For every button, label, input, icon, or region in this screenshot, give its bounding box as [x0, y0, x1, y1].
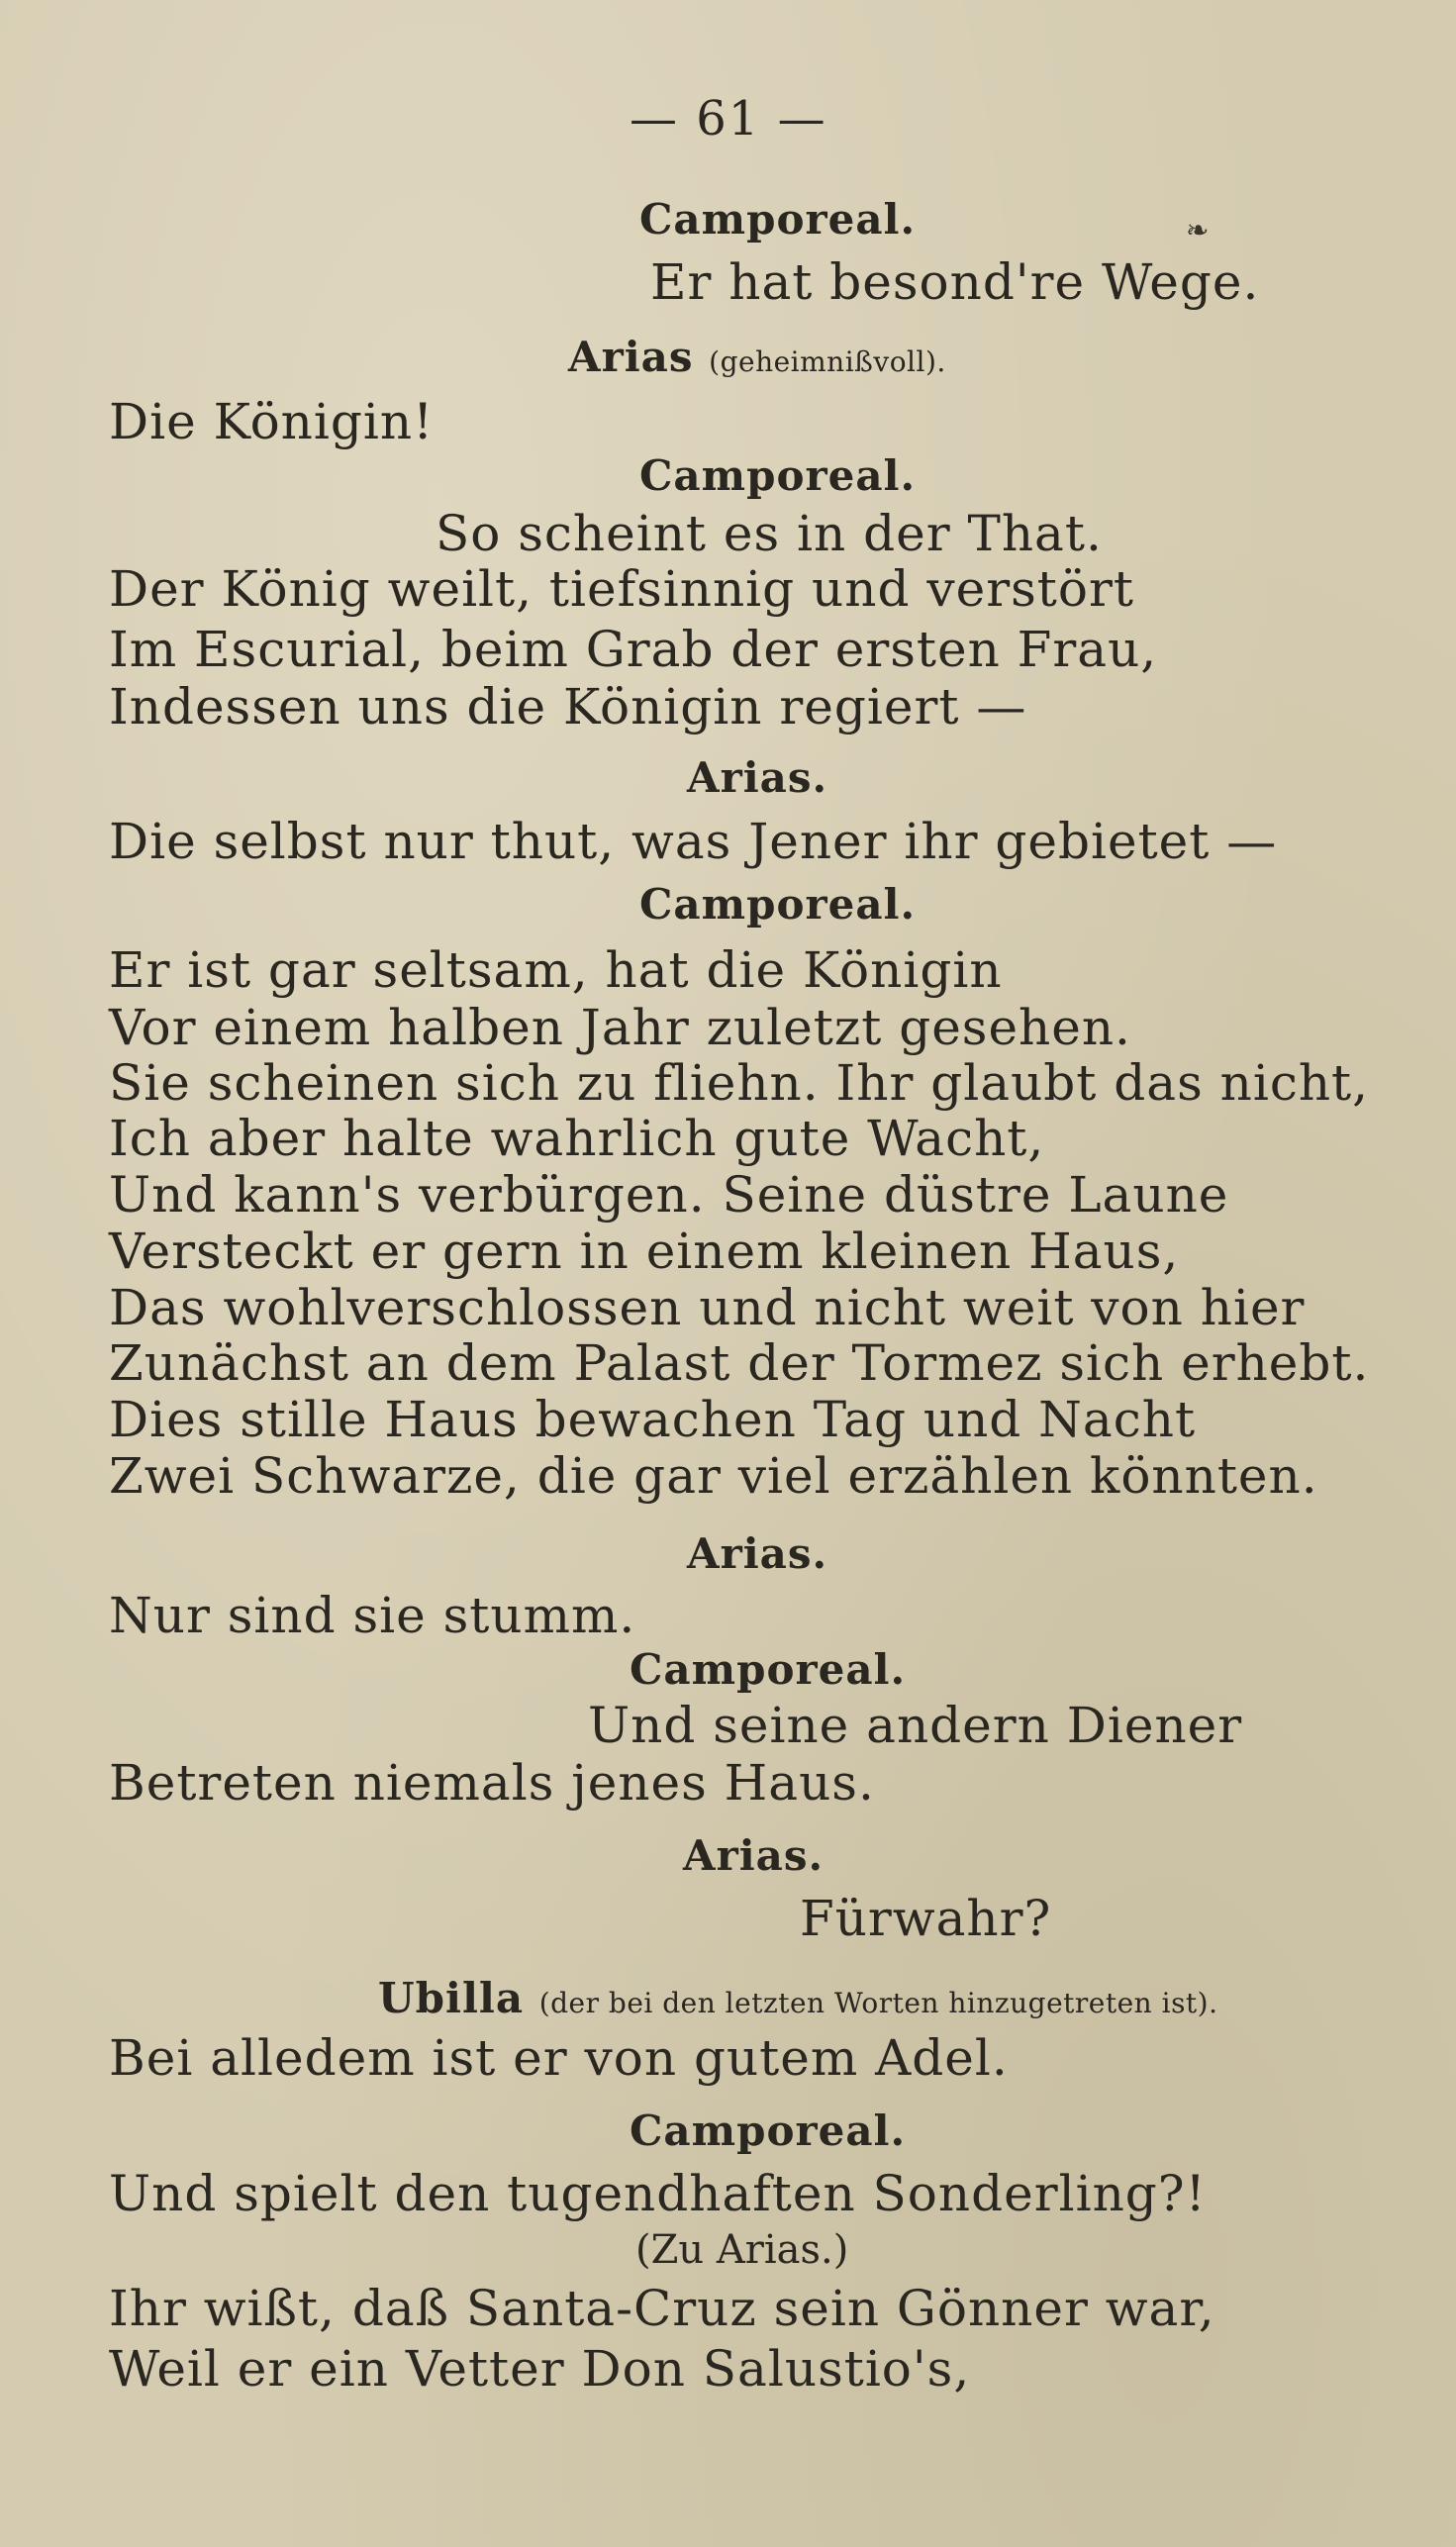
speaker-name: Ubilla — [378, 1974, 525, 2022]
verse-line: Sie scheinen sich zu fliehn. Ihr glaubt das nicht, — [109, 1054, 1370, 1112]
stage-direction: (der bei den letzten Worten hinzugetreten ist). — [538, 1987, 1218, 2019]
verse-line: Das wohlverschlossen und nicht weit von hier — [109, 1279, 1306, 1336]
verse-line: Im Escurial, beim Grab der ersten Frau, — [109, 621, 1158, 678]
verse-line: Bei alledem ist er von gutem Adel. — [109, 2029, 1009, 2087]
verse-line: Und kann's verbürgen. Seine düstre Laune — [109, 1166, 1229, 1224]
verse-line: Und seine andern Diener — [588, 1697, 1243, 1754]
verse-line: Die selbst nur thut, was Jener ihr gebietet — — [109, 813, 1278, 870]
speaker-arias: Arias. — [687, 1529, 828, 1578]
speaker-camporeal: Camporeal. — [639, 195, 917, 244]
verse-line: Weil er ein Vetter Don Salustio's, — [109, 2340, 971, 2398]
verse-line: Nur sind sie stumm. — [109, 1587, 636, 1644]
verse-line: Dies stille Haus bewachen Tag und Nacht — [109, 1391, 1197, 1448]
printer-mark: ❧ — [1186, 214, 1210, 246]
verse-line: So scheint es in der That. — [436, 505, 1103, 562]
verse-line: Betreten niemals jenes Haus. — [109, 1754, 875, 1812]
verse-line: Die Königin! — [109, 393, 435, 450]
verse-line: Indessen uns die Königin regiert — — [109, 678, 1027, 735]
verse-line: Ich aber halte wahrlich gute Wacht, — [109, 1110, 1045, 1167]
page-number: — 61 — — [630, 91, 827, 147]
speaker-camporeal: Camporeal. — [639, 451, 917, 500]
verse-line: Ihr wißt, daß Santa-Cruz sein Gönner war, — [109, 2280, 1215, 2337]
stage-direction: (geheimnißvoll). — [709, 345, 946, 378]
verse-line: Er hat besond're Wege. — [650, 253, 1260, 311]
verse-line: Vor einem halben Jahr zuletzt gesehen. — [109, 999, 1131, 1056]
stage-direction: (Zu Arias.) — [635, 2227, 849, 2273]
speaker-arias: Arias. — [683, 1831, 825, 1880]
verse-line: Und spielt den tugendhaften Sonderling?! — [109, 2165, 1207, 2222]
speaker-ubilla — [378, 1974, 1218, 2028]
verse-line: Versteckt er gern in einem kleinen Haus, — [109, 1223, 1180, 1280]
verse-line: Zunächst an dem Palast der Tormez sich erhebt. — [109, 1334, 1370, 1392]
speaker-camporeal: Camporeal. — [630, 2106, 907, 2155]
verse-line: Fürwahr? — [800, 1890, 1052, 1947]
speaker-arias — [568, 333, 946, 387]
speaker-arias: Arias. — [687, 753, 828, 802]
speaker-camporeal: Camporeal. — [630, 1645, 907, 1694]
speaker-camporeal: Camporeal. — [639, 880, 917, 929]
verse-line: Zwei Schwarze, die gar viel erzählen könnten. — [109, 1447, 1318, 1505]
speaker-name: Arias — [568, 333, 694, 381]
verse-line: Er ist gar seltsam, hat die Königin — [109, 941, 1003, 999]
verse-line: Der König weilt, tiefsinnig und verstört — [109, 560, 1134, 618]
